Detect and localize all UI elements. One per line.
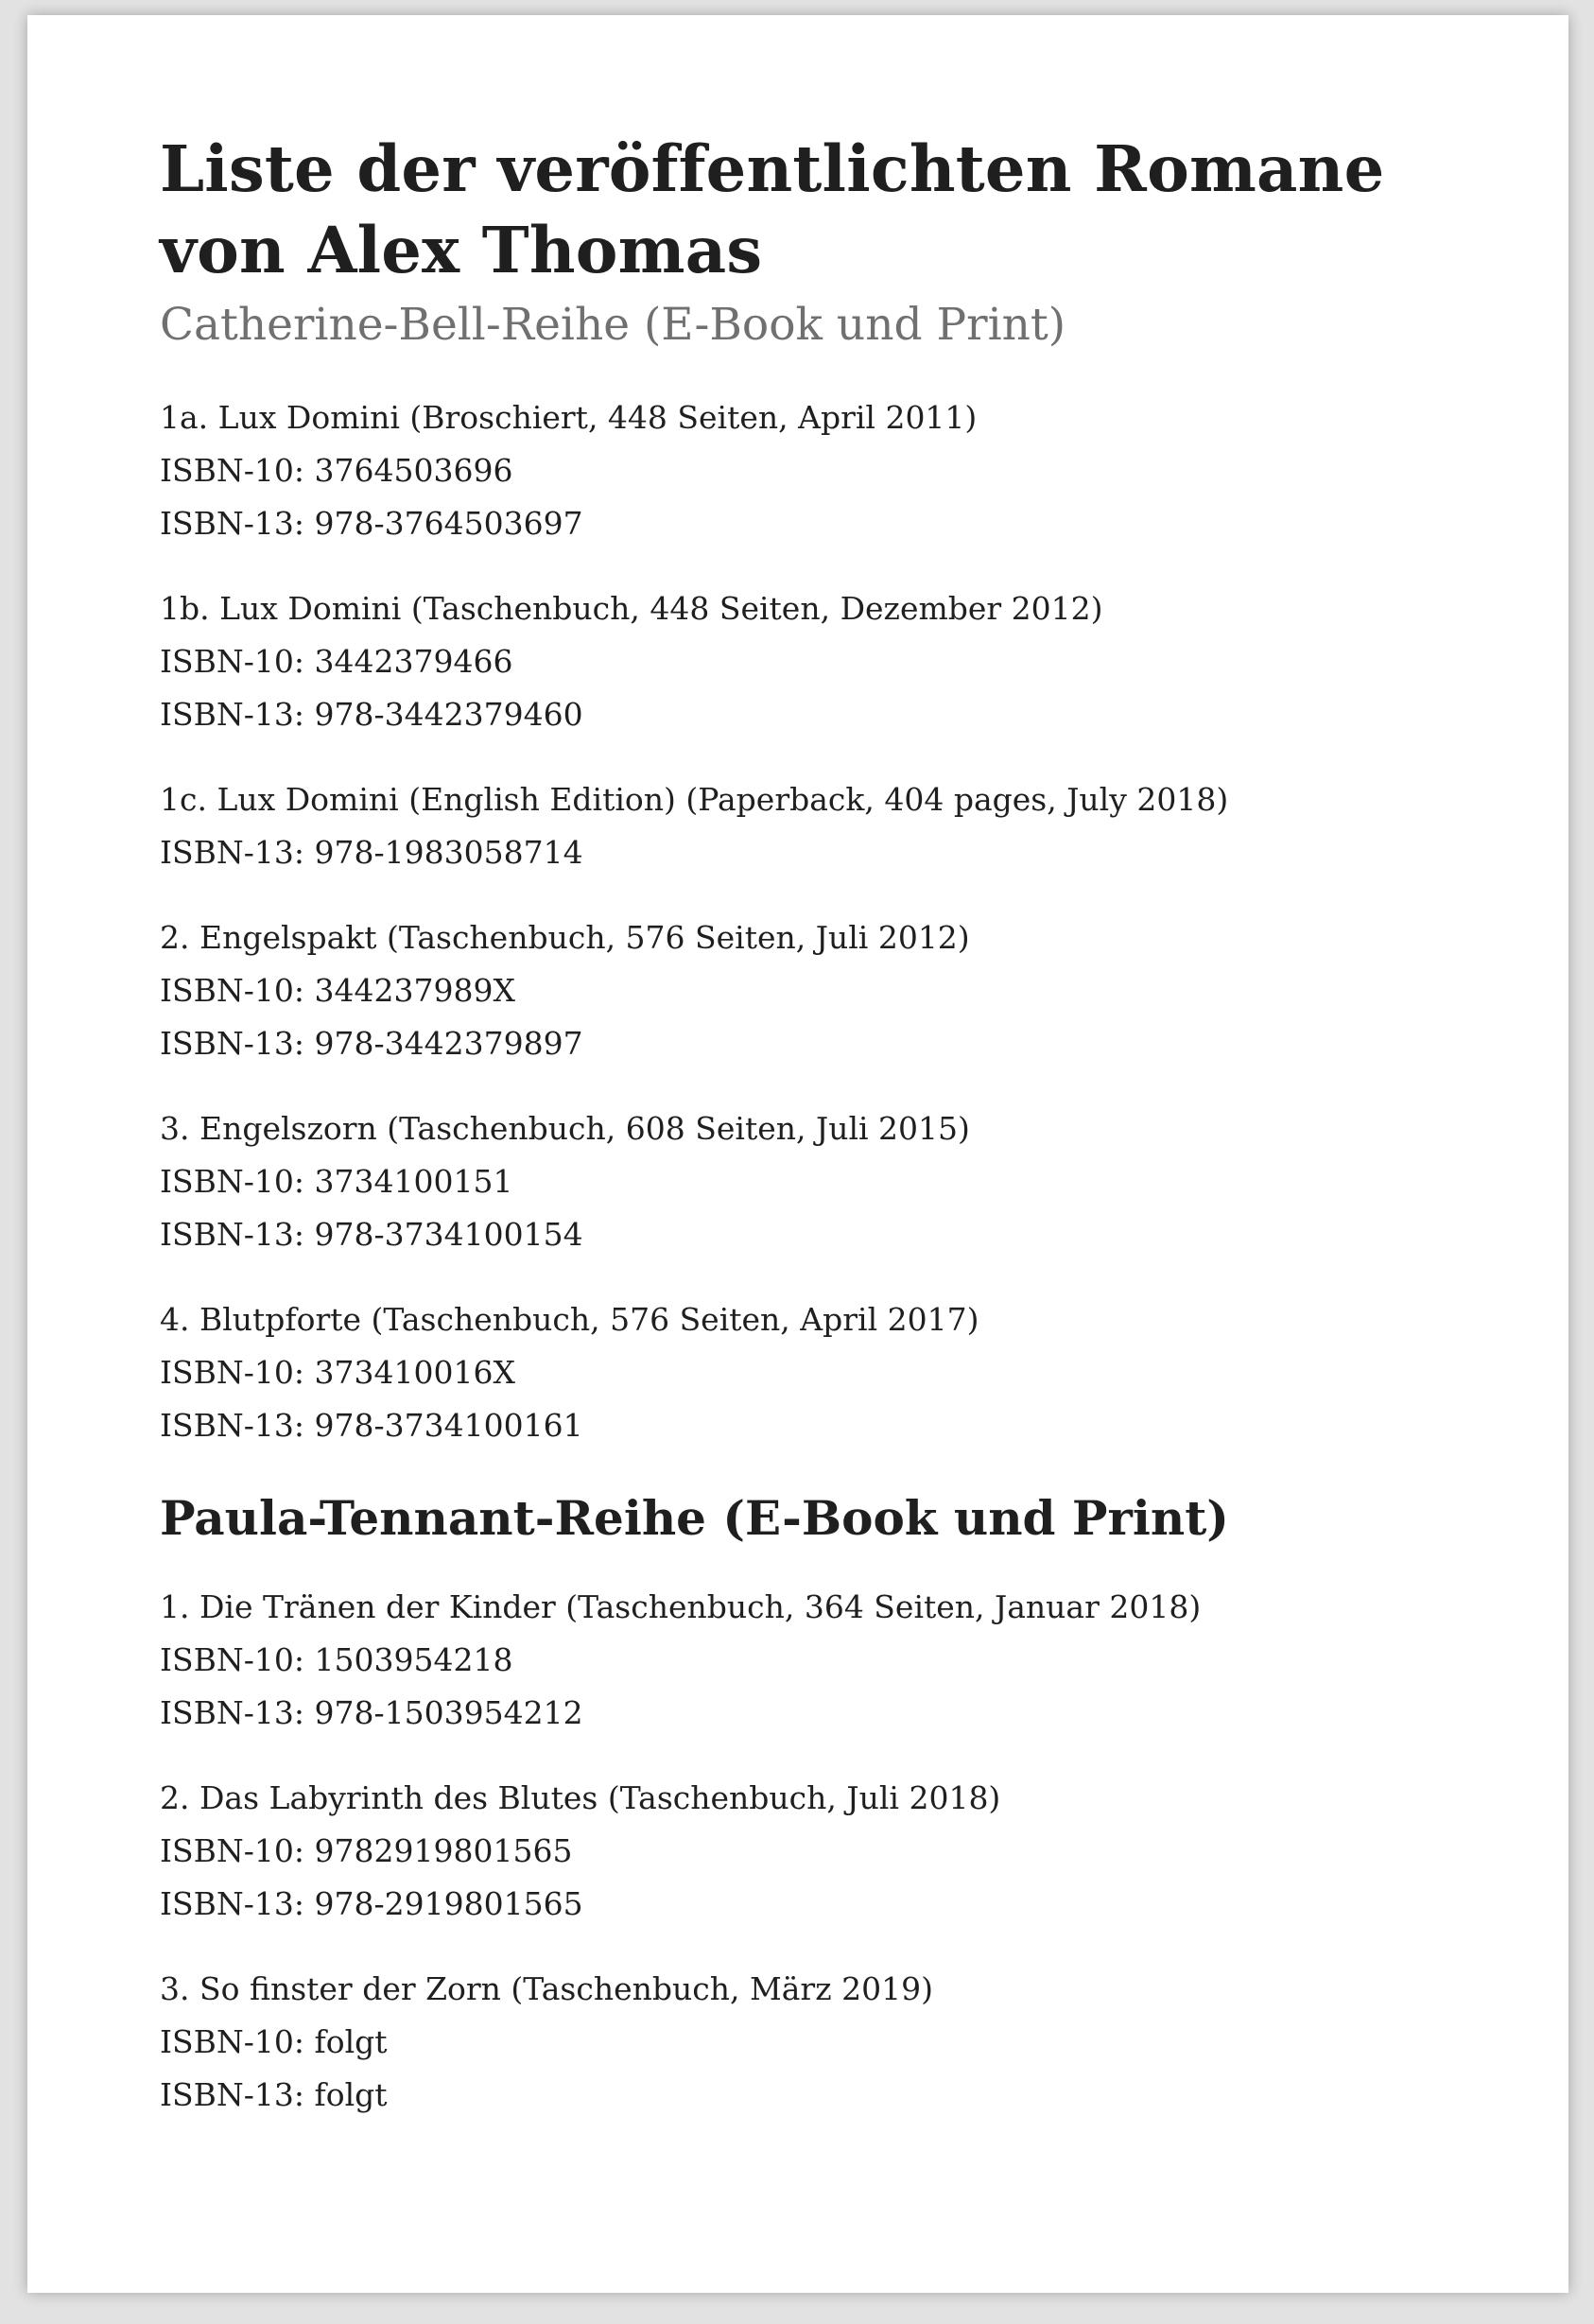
isbn-13: ISBN-13: 978-2919801565 bbox=[160, 1885, 583, 1922]
isbn-10: ISBN-10: 344237989X bbox=[160, 972, 515, 1009]
isbn-13: ISBN-13: 978-3442379460 bbox=[160, 696, 583, 733]
list-item bbox=[160, 1581, 1464, 1740]
list-item bbox=[160, 911, 1464, 1070]
isbn-10: ISBN-10: 1503954218 bbox=[160, 1641, 513, 1678]
book-entry: 1b. Lux Domini (Taschenbuch, 448 Seiten, Dezember 2012) bbox=[160, 590, 1103, 627]
document-content bbox=[160, 129, 1464, 2154]
series-list-catherine-bell bbox=[160, 391, 1464, 1452]
series-heading-paula-tennant: Paula-Tennant-Reihe (E-Book und Print) bbox=[160, 1490, 1229, 1546]
isbn-13: ISBN-13: 978-3764503697 bbox=[160, 505, 583, 542]
book-entry: 3. So finster der Zorn (Taschenbuch, März 2019) bbox=[160, 1970, 933, 2007]
series-list-paula-tennant bbox=[160, 1581, 1464, 2122]
isbn-10: ISBN-10: 373410016X bbox=[160, 1354, 515, 1391]
list-item bbox=[160, 1102, 1464, 1261]
book-entry: 2. Engelspakt (Taschenbuch, 576 Seiten, Juli 2012) bbox=[160, 919, 970, 956]
list-item bbox=[160, 773, 1464, 879]
list-item bbox=[160, 1772, 1464, 1931]
isbn-10: ISBN-10: 3442379466 bbox=[160, 643, 513, 680]
page-title: Liste der veröffentlichten Romane von Alex Thomas bbox=[160, 131, 1385, 287]
document-page bbox=[27, 15, 1568, 2293]
series-heading-catherine-bell: Catherine-Bell-Reihe (E-Book und Print) bbox=[160, 299, 1066, 351]
isbn-13: ISBN-13: 978-1983058714 bbox=[160, 834, 583, 871]
book-entry: 2. Das Labyrinth des Blutes (Taschenbuch, Juli 2018) bbox=[160, 1779, 1001, 1816]
isbn-13: ISBN-13: 978-3442379897 bbox=[160, 1025, 583, 1062]
isbn-10: ISBN-10: 3764503696 bbox=[160, 452, 513, 489]
book-entry: 3. Engelszorn (Taschenbuch, 608 Seiten, Juli 2015) bbox=[160, 1110, 970, 1147]
list-item bbox=[160, 1293, 1464, 1452]
book-entry: 4. Blutpforte (Taschenbuch, 576 Seiten, April 2017) bbox=[160, 1301, 979, 1338]
list-item bbox=[160, 582, 1464, 741]
isbn-13: ISBN-13: 978-1503954212 bbox=[160, 1694, 583, 1731]
isbn-10: ISBN-10: 3734100151 bbox=[160, 1163, 513, 1200]
isbn-10: ISBN-10: folgt bbox=[160, 2023, 388, 2060]
book-entry: 1. Die Tränen der Kinder (Taschenbuch, 364 Seiten, Januar 2018) bbox=[160, 1588, 1202, 1625]
book-entry: 1a. Lux Domini (Broschiert, 448 Seiten, April 2011) bbox=[160, 399, 978, 436]
isbn-13: ISBN-13: 978-3734100154 bbox=[160, 1216, 583, 1253]
isbn-13: ISBN-13: 978-3734100161 bbox=[160, 1407, 583, 1444]
list-item bbox=[160, 1963, 1464, 2122]
list-item bbox=[160, 391, 1464, 550]
isbn-13: ISBN-13: folgt bbox=[160, 2076, 388, 2113]
book-entry: 1c. Lux Domini (English Edition) (Paperback, 404 pages, July 2018) bbox=[160, 781, 1229, 818]
isbn-10: ISBN-10: 9782919801565 bbox=[160, 1832, 573, 1869]
